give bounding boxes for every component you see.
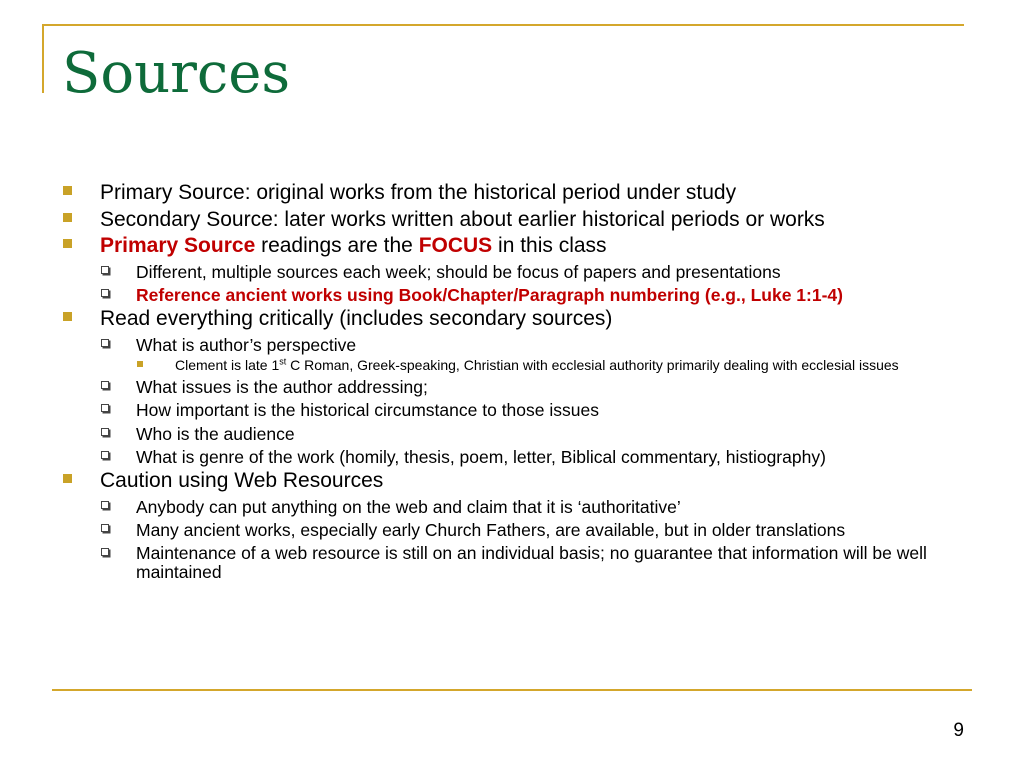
sub-bullet bbox=[60, 520, 960, 541]
bullet-list bbox=[60, 180, 960, 582]
hollow-square-bullet-icon bbox=[101, 428, 109, 436]
hollow-square-bullet-icon bbox=[101, 339, 109, 347]
sub-bullet-text: What is author’s perspective bbox=[136, 334, 357, 355]
square-bullet-icon bbox=[63, 186, 72, 195]
sub-bullet-text: Maintenance of a web resource is still on an individual basis; no guarantee that information will be well maintained bbox=[136, 542, 927, 582]
bottom-rule bbox=[52, 689, 972, 691]
emphasis-focus: FOCUS bbox=[418, 234, 493, 257]
sub-bullet bbox=[60, 262, 960, 283]
sub-bullet-text: Reference ancient works using Book/Chapter/Paragraph numbering (e.g., Luke 1:1-4) bbox=[136, 285, 843, 305]
square-bullet-icon bbox=[63, 312, 72, 321]
hollow-square-bullet-icon bbox=[101, 524, 109, 532]
detail-text: Clement is late 1 bbox=[175, 356, 280, 373]
square-bullet-icon bbox=[63, 474, 72, 483]
hollow-square-bullet-icon bbox=[101, 548, 109, 556]
bullet-secondary-source bbox=[60, 207, 960, 234]
top-rule bbox=[42, 24, 964, 26]
sub-bullet bbox=[60, 447, 960, 468]
sub-sub-bullet bbox=[60, 355, 960, 373]
sub-bullet-text: How important is the historical circumstance to those issues bbox=[136, 400, 599, 420]
sub-bullet bbox=[60, 424, 960, 445]
bullet-text: readings are the bbox=[255, 234, 419, 257]
hollow-square-bullet-icon bbox=[101, 451, 109, 459]
sub-bullet-text: Many ancient works, especially early Church Fathers, are available, but in older translations bbox=[136, 520, 846, 540]
sub-bullet-text: Anybody can put anything on the web and claim that it is ‘authoritative’ bbox=[136, 496, 681, 517]
ordinal-suffix: st bbox=[279, 355, 287, 366]
hollow-square-bullet-icon bbox=[101, 289, 109, 297]
sub-bullet-text: What issues is the author addressing; bbox=[136, 376, 428, 397]
sub-bullet-text: Who is the audience bbox=[136, 423, 295, 444]
sub-bullet bbox=[60, 335, 960, 356]
hollow-square-bullet-icon bbox=[101, 381, 109, 389]
bullet-text: Primary Source: original works from the historical period under study bbox=[100, 181, 737, 204]
bullet-read-critically bbox=[60, 306, 960, 333]
hollow-square-bullet-icon bbox=[101, 266, 109, 274]
left-rule bbox=[42, 24, 44, 93]
sub-bullet bbox=[60, 377, 960, 398]
bullet-focus bbox=[60, 233, 960, 260]
square-bullet-icon bbox=[63, 239, 72, 248]
sub-bullet-text: Different, multiple sources each week; should be focus of papers and presentations bbox=[136, 261, 781, 282]
sub-bullet bbox=[60, 285, 960, 306]
detail-text: C Roman, Greek-speaking, Christian with ecclesial authority primarily dealing with ecclesial issues bbox=[286, 356, 899, 373]
bullet-text: Caution using Web Resources bbox=[100, 469, 384, 492]
sub-bullet bbox=[60, 400, 960, 421]
hollow-square-bullet-icon bbox=[101, 404, 109, 412]
small-square-bullet-icon bbox=[137, 361, 143, 367]
emphasis-primary-source: Primary Source bbox=[100, 234, 256, 257]
page-number: 9 bbox=[953, 720, 964, 741]
bullet-text: Read everything critically (includes secondary sources) bbox=[100, 307, 613, 330]
hollow-square-bullet-icon bbox=[101, 501, 109, 509]
bullet-web-resources bbox=[60, 468, 960, 495]
sub-bullet-text: What is genre of the work (homily, thesis, poem, letter, Biblical commentary, histiography) bbox=[136, 447, 826, 467]
sub-bullet bbox=[60, 497, 960, 518]
bullet-text: in this class bbox=[492, 234, 607, 257]
slide-title: Sources bbox=[62, 41, 291, 106]
bullet-text: Secondary Source: later works written about earlier historical periods or works bbox=[100, 207, 825, 231]
sub-bullet bbox=[60, 544, 960, 582]
bullet-primary-source bbox=[60, 180, 960, 207]
square-bullet-icon bbox=[63, 213, 72, 222]
